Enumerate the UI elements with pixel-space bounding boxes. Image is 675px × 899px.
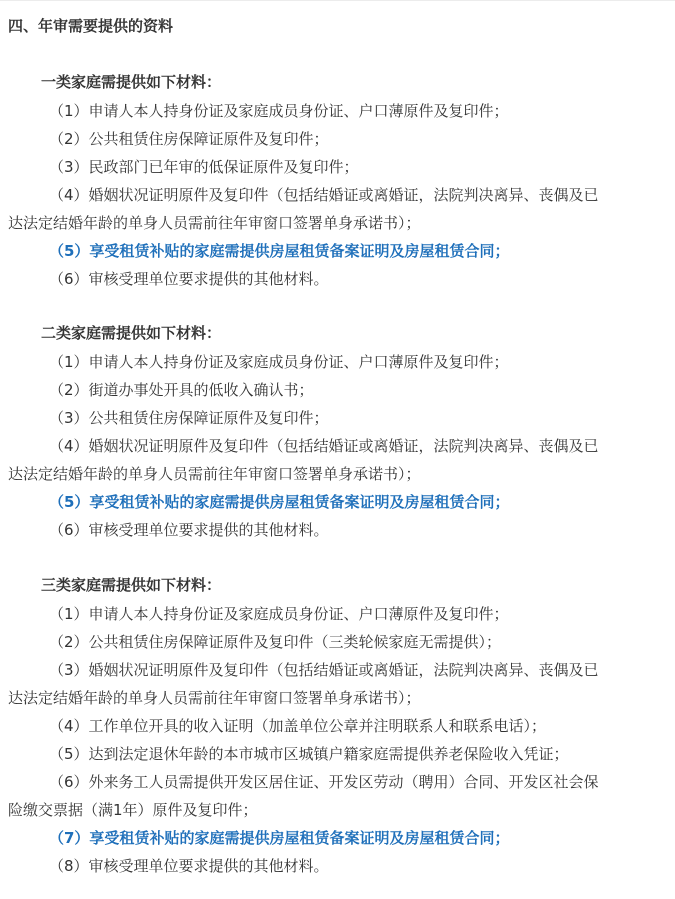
section-3-item-5: （5）达到法定退休年龄的本市城市区城镇户籍家庭需提供养老保险收入凭证；: [49, 745, 569, 763]
section-3-heading: 三类家庭需提供如下材料：: [41, 576, 222, 594]
section-3-item-6: （6）外来务工人员需提供开发区居住证、开发区劳动（聘用）合同、开发区社会保: [49, 773, 599, 791]
top-divider: [0, 0, 675, 1]
section-3-item-6-continued: 险缴交票据（满1年）原件及复印件；: [8, 801, 258, 819]
section-3-item-3-continued: 达法定结婚年龄的单身人员需前往年审窗口签署单身承诺书）；: [8, 689, 421, 707]
section-2-heading: 二类家庭需提供如下材料：: [41, 324, 222, 342]
section-2-item-4-continued: 达法定结婚年龄的单身人员需前往年审窗口签署单身承诺书）；: [8, 465, 421, 483]
section-2-item-6: （6）审核受理单位要求提供的其他材料。: [49, 521, 329, 539]
section-1-heading: 一类家庭需提供如下材料：: [41, 73, 222, 91]
section-2-item-2: （2）街道办事处开具的低收入确认书；: [49, 381, 314, 399]
section-title: 四、年审需要提供的资料: [8, 17, 174, 35]
section-3-item-8: （8）审核受理单位要求提供的其他材料。: [49, 857, 329, 875]
section-1-item-2: （2）公共租赁住房保障证原件及复印件；: [49, 130, 329, 148]
section-1-item-6: （6）审核受理单位要求提供的其他材料。: [49, 270, 329, 288]
section-3-item-4: （4）工作单位开具的收入证明（加盖单位公章并注明联系人和联系电话）；: [49, 717, 547, 735]
section-1-item-4: （4）婚姻状况证明原件及复印件（包括结婚证或离婚证，法院判决离异、丧偶及已: [49, 186, 599, 204]
section-1-item-1: （1）申请人本人持身份证及家庭成员身份证、户口薄原件及复印件；: [49, 102, 509, 120]
section-2-item-1: （1）申请人本人持身份证及家庭成员身份证、户口薄原件及复印件；: [49, 353, 509, 371]
section-2-item-5-highlight: （5）享受租赁补贴的家庭需提供房屋租赁备案证明及房屋租赁合同；: [49, 493, 510, 511]
section-3-item-7-highlight: （7）享受租赁补贴的家庭需提供房屋租赁备案证明及房屋租赁合同；: [49, 829, 510, 847]
section-3-item-3: （3）婚姻状况证明原件及复印件（包括结婚证或离婚证，法院判决离异、丧偶及已: [49, 661, 599, 679]
section-3-item-1: （1）申请人本人持身份证及家庭成员身份证、户口薄原件及复印件；: [49, 605, 509, 623]
section-2-item-3: （3）公共租赁住房保障证原件及复印件；: [49, 409, 329, 427]
section-1-item-4-continued: 达法定结婚年龄的单身人员需前往年审窗口签署单身承诺书）；: [8, 214, 421, 232]
section-3-item-2: （2）公共租赁住房保障证原件及复印件（三类轮候家庭无需提供）；: [49, 633, 502, 651]
section-1-item-5-highlight: （5）享受租赁补贴的家庭需提供房屋租赁备案证明及房屋租赁合同；: [49, 242, 510, 260]
section-2-item-4: （4）婚姻状况证明原件及复印件（包括结婚证或离婚证，法院判决离异、丧偶及已: [49, 437, 599, 455]
section-1-item-3: （3）民政部门已年审的低保证原件及复印件；: [49, 158, 359, 176]
